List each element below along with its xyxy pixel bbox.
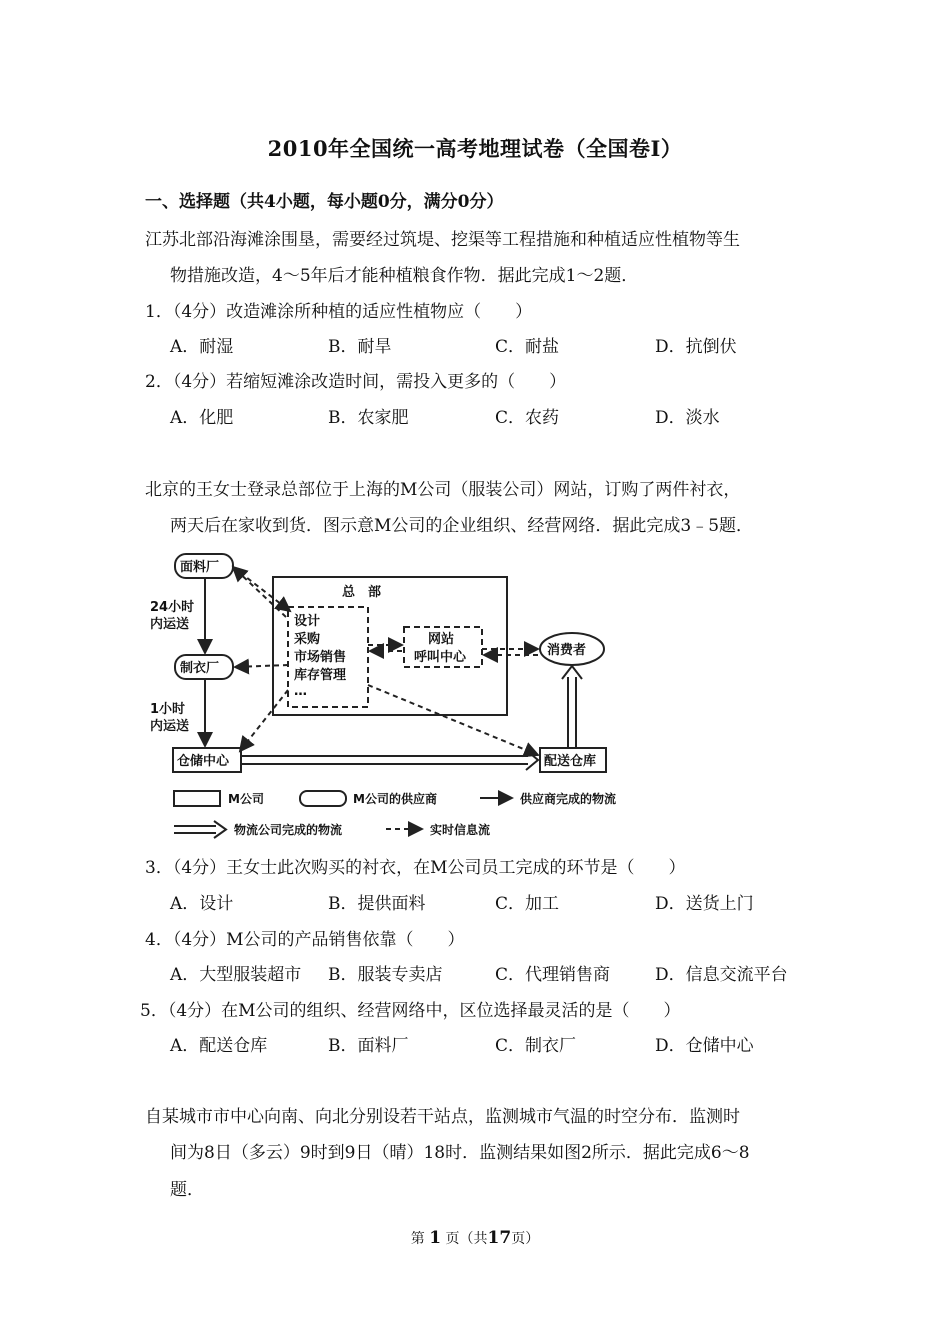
legend-company-swatch xyxy=(174,791,220,806)
section-heading: 一、选择题（共4小题，每小题0分，满分0分） xyxy=(145,192,504,212)
footer-prefix: 第 xyxy=(410,1231,425,1247)
legend-company-label: M公司 xyxy=(228,792,264,806)
footer-suffix: 页） xyxy=(511,1231,540,1247)
hq-item-ellipsis: … xyxy=(294,684,307,699)
consumer-label: 消费者 xyxy=(547,643,587,658)
question-5-option-d: D．仓储中心 xyxy=(655,1036,754,1056)
question-2-option-a: A．化肥 xyxy=(170,408,234,428)
legend-supplier-label: M公司的供应商 xyxy=(353,792,437,806)
question-4-option-c: C．代理销售商 xyxy=(495,965,611,985)
question-5-stem: 5．（4分）在M公司的组织、经营网络中，区位选择最灵活的是（ ） xyxy=(140,1001,681,1021)
intro-3-line-2: 间为8日（多云）9时到9日（晴）18时．监测结果如图2所示．据此完成6～8 xyxy=(170,1143,750,1163)
question-5-option-a: A．配送仓库 xyxy=(170,1036,268,1056)
legend-info-flow-label: 实时信息流 xyxy=(430,823,491,837)
intro-1-line-1: 江苏北部沿海滩涂围垦，需要经过筑堤、挖渠等工程措施和种植适应性植物等生 xyxy=(145,230,740,250)
intro-1-line-2: 物措施改造，4～5年后才能种植粮食作物．据此完成1～2题． xyxy=(170,266,639,286)
delivery-warehouse-label: 配送仓库 xyxy=(544,754,597,769)
question-1-stem: 1．（4分）改造滩涂所种植的适应性植物应（ ） xyxy=(145,302,533,322)
question-3-option-c: C．加工 xyxy=(495,894,560,914)
m-company-network-diagram xyxy=(140,545,660,843)
question-2-stem: 2．（4分）若缩短滩涂改造时间，需投入更多的（ ） xyxy=(145,372,567,392)
question-4-option-a: A．大型服装超市 xyxy=(170,965,302,985)
question-5-option-b: B．面料厂 xyxy=(328,1036,409,1056)
legend-logistics-flow-label: 物流公司完成的物流 xyxy=(234,823,343,837)
hq-item-inventory: 库存管理 xyxy=(294,668,347,683)
intro-2-line-1: 北京的王女士登录总部位于上海的M公司（服装公司）网站，订购了两件衬衣， xyxy=(145,480,741,500)
hq-item-marketing: 市场销售 xyxy=(294,650,347,665)
transport-1h-label-1: 1小时 xyxy=(150,702,186,717)
intro-3-line-3: 题． xyxy=(170,1180,204,1200)
question-4-option-b: B．服装专卖店 xyxy=(328,965,443,985)
hq-item-design: 设计 xyxy=(294,614,321,629)
legend-logistics-flow-swatch xyxy=(214,821,226,838)
question-2-option-d: D．淡水 xyxy=(655,408,720,428)
question-4-option-d: D．信息交流平台 xyxy=(655,965,788,985)
question-1-option-b: B．耐旱 xyxy=(328,337,392,357)
question-1-option-d: D．抗倒伏 xyxy=(655,337,737,357)
footer-page-number: 1 xyxy=(429,1228,442,1248)
question-2-option-c: C．农药 xyxy=(495,408,560,428)
website-label: 网站 xyxy=(428,632,455,647)
question-3-option-a: A．设计 xyxy=(170,894,234,914)
hq-title: 总 部 xyxy=(342,585,382,600)
fabric-factory-label: 面料厂 xyxy=(180,560,220,575)
intro-3-line-1: 自某城市市中心向南、向北分别设若干站点，监测城市气温的时空分布．监测时 xyxy=(145,1107,740,1127)
question-1-option-a: A．耐湿 xyxy=(170,337,234,357)
question-3-option-b: B．提供面料 xyxy=(328,894,426,914)
call-center-label: 呼叫中心 xyxy=(414,650,467,665)
question-1-option-c: C．耐盐 xyxy=(495,337,560,357)
transport-24h-label-2: 内运送 xyxy=(150,617,190,632)
question-3-option-d: D．送货上门 xyxy=(655,894,754,914)
page-footer xyxy=(0,1228,950,1248)
intro-2-line-2: 两天后在家收到货．图示意M公司的企业组织、经营网络．据此完成3﹣5题． xyxy=(170,516,754,536)
hq-item-purchasing: 采购 xyxy=(294,632,321,647)
footer-total-pages: 17 xyxy=(487,1228,512,1248)
question-5-option-c: C．制衣厂 xyxy=(495,1036,577,1056)
footer-mid: 页（共 xyxy=(445,1231,488,1247)
question-2-option-b: B．农家肥 xyxy=(328,408,409,428)
legend-supplier-swatch xyxy=(300,791,346,806)
transport-24h-label-1: 24小时 xyxy=(150,600,195,615)
legend-supplier-flow-label: 供应商完成的物流 xyxy=(520,792,617,806)
transport-1h-label-2: 内运送 xyxy=(150,719,190,734)
warehouse-center-label: 仓储中心 xyxy=(177,754,230,769)
page-title: 2010年全国统一高考地理试卷（全国卷Ⅰ） xyxy=(267,136,683,161)
question-3-stem: 3．（4分）王女士此次购买的衬衣，在M公司员工完成的环节是（ ） xyxy=(145,858,686,878)
question-4-stem: 4．（4分）M公司的产品销售依靠（ ） xyxy=(145,930,465,950)
garment-factory-label: 制衣厂 xyxy=(180,661,220,676)
